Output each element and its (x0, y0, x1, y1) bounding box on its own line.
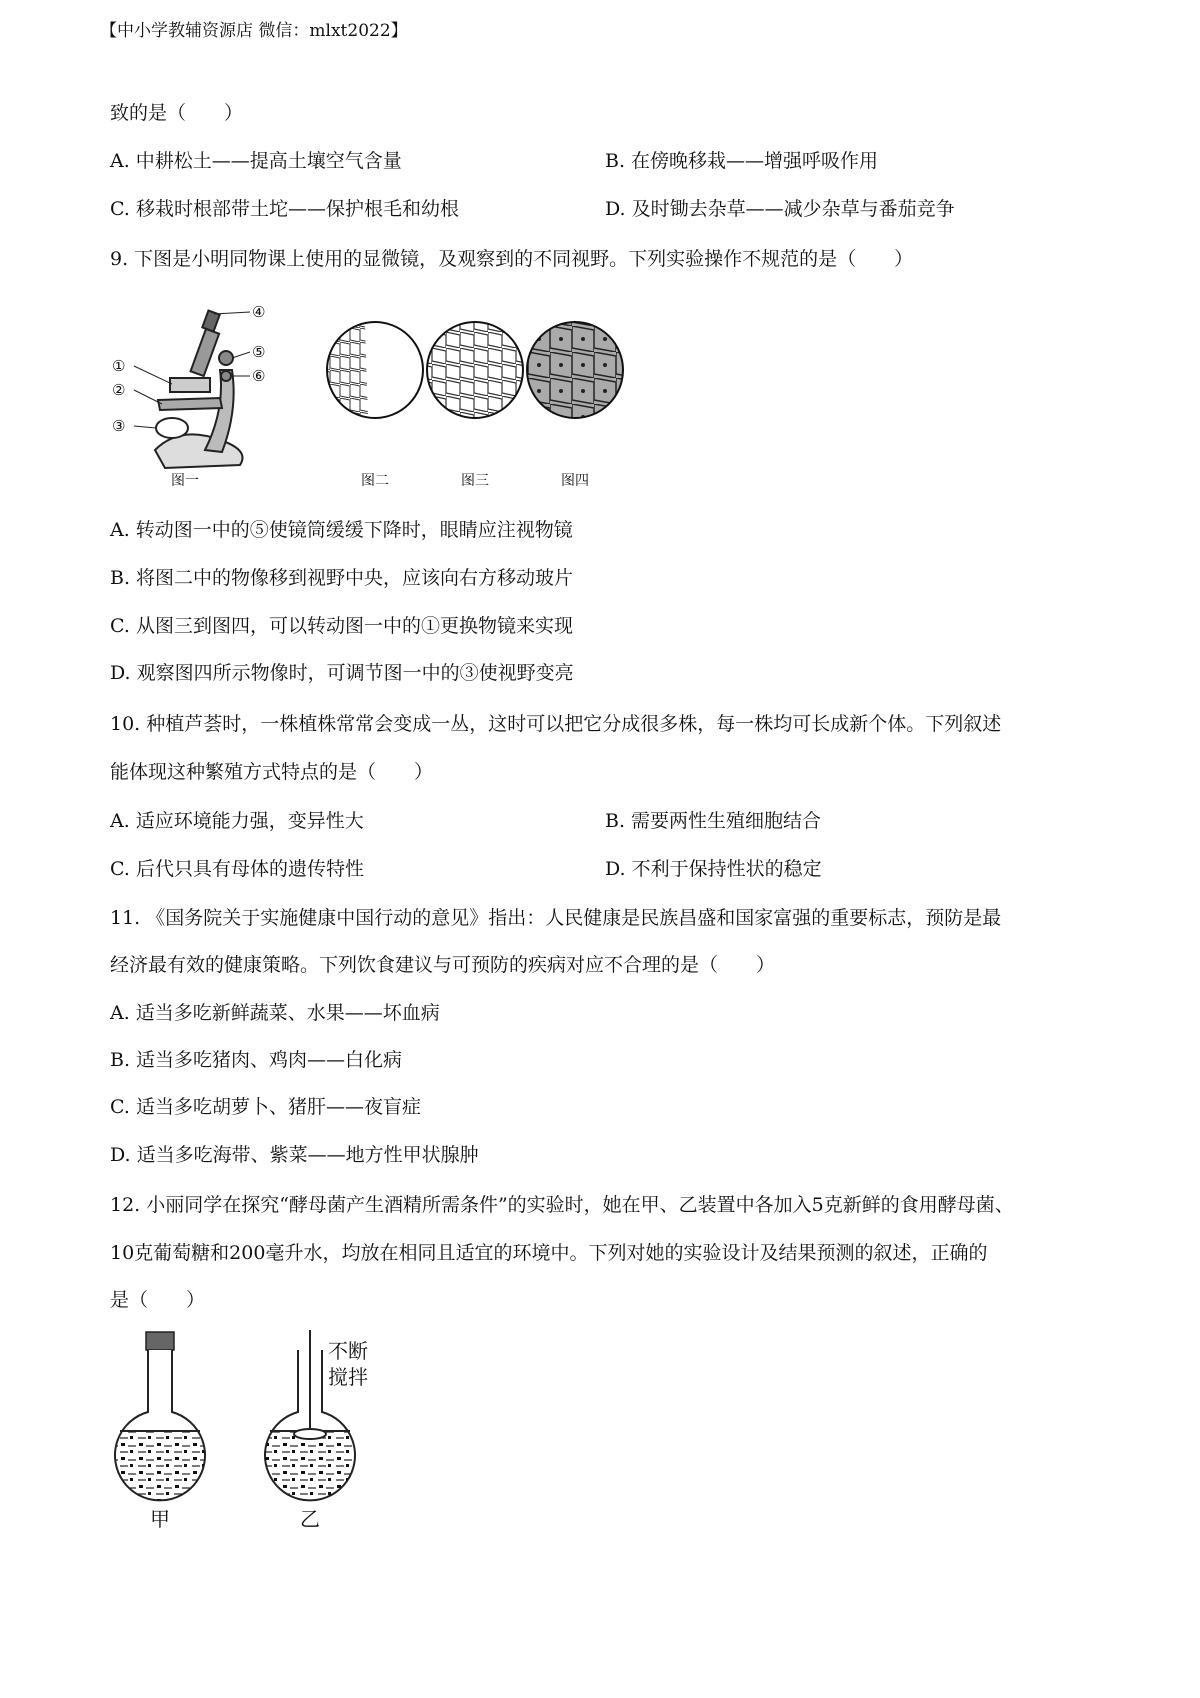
q10-stem-line1: 10. 种植芦荟时，一株植株常常会变成一丛，这时可以把它分成很多株，每一株均可长成新个体。下列叙述 (110, 713, 1002, 735)
caption-fig1: 图一 (171, 473, 199, 489)
label-2: ② (112, 381, 126, 399)
label-6: ⑥ (252, 367, 266, 385)
view-3 (427, 322, 523, 418)
microscope-figure-svg (110, 300, 650, 490)
q11-option-b: B. 适当多吃猪肉、鸡肉——白化病 (110, 1049, 403, 1071)
view-4 (527, 322, 623, 418)
flask-figure-svg (110, 1330, 410, 1530)
caption-fig3: 图三 (461, 473, 489, 489)
q9-option-d: D. 观察图四所示物像时，可调节图一中的③使视野变亮 (110, 662, 574, 684)
q8-option-b: B. 在傍晚移栽——增强呼吸作用 (605, 150, 879, 172)
q8-stem-tail: 致的是（ ） (110, 102, 244, 124)
page-header: 【中小学教辅资源店 微信：mlxt2022】 (100, 21, 408, 41)
label-3: ③ (112, 417, 126, 435)
q9-option-c: C. 从图三到图四，可以转动图一中的①更换物镜来实现 (110, 615, 573, 637)
q10-option-a: A. 适应环境能力强，变异性大 (110, 810, 364, 832)
q9-option-a: A. 转动图一中的⑤使镜筒缓缓下降时，眼睛应注视物镜 (110, 519, 573, 541)
q12-stem-line3: 是（ ） (110, 1289, 206, 1311)
flask-jia (115, 1332, 205, 1510)
q9-stem: 9. 下图是小明同物课上使用的显微镜，及观察到的不同视野。下列实验操作不规范的是（ ） (110, 248, 914, 270)
q10-option-d: D. 不利于保持性状的稳定 (605, 858, 822, 880)
caption-fig2: 图二 (361, 473, 389, 489)
label-1: ① (112, 357, 126, 375)
q11-option-a: A. 适当多吃新鲜蔬菜、水果——坏血病 (110, 1002, 440, 1024)
q10-stem-line2: 能体现这种繁殖方式特点的是（ ） (110, 761, 434, 783)
stir-label-line2: 搅拌 (328, 1365, 368, 1389)
label-4: ④ (252, 303, 266, 321)
stir-label-line1: 不断 (328, 1339, 368, 1363)
flask-yi-label: 乙 (300, 1507, 320, 1530)
q11-stem-line2: 经济最有效的健康策略。下列饮食建议与可预防的疾病对应不合理的是（ ） (110, 954, 776, 976)
microscope-illustration (155, 310, 243, 468)
q10-option-c: C. 后代只具有母体的遗传特性 (110, 858, 364, 880)
q12-stem-line2: 10克葡萄糖和200毫升水，均放在相同且适宜的环境中。下列对她的实验设计及结果预测的叙述，正确的 (110, 1242, 988, 1264)
q11-option-c: C. 适当多吃胡萝卜、猪肝——夜盲症 (110, 1096, 421, 1118)
q11-stem-line1: 11. 《国务院关于实施健康中国行动的意见》指出：人民健康是民族昌盛和国家富强的重要标志，预防是最 (110, 907, 1002, 929)
q9-figure (110, 300, 650, 490)
q9-option-b: B. 将图二中的物像移到视野中央，应该向右方移动玻片 (110, 567, 574, 589)
q8-option-c: C. 移栽时根部带土坨——保护根毛和幼根 (110, 198, 459, 220)
flask-jia-label: 甲 (150, 1507, 170, 1530)
q10-option-b: B. 需要两性生殖细胞结合 (605, 810, 822, 832)
q12-figure (110, 1330, 410, 1530)
q11-option-d: D. 适当多吃海带、紫菜——地方性甲状腺肿 (110, 1144, 479, 1166)
q8-option-a: A. 中耕松土——提高土壤空气含量 (110, 150, 402, 172)
stirrer-blade (294, 1429, 326, 1439)
caption-fig4: 图四 (561, 473, 589, 489)
q8-option-d: D. 及时锄去杂草——减少杂草与番茄竞争 (605, 198, 955, 220)
label-5: ⑤ (252, 343, 266, 361)
view-2 (327, 322, 423, 418)
q12-stem-line1: 12. 小丽同学在探究“酵母菌产生酒精所需条件”的实验时，她在甲、乙装置中各加入5克新鲜的食用酵母菌、 (110, 1194, 1014, 1216)
